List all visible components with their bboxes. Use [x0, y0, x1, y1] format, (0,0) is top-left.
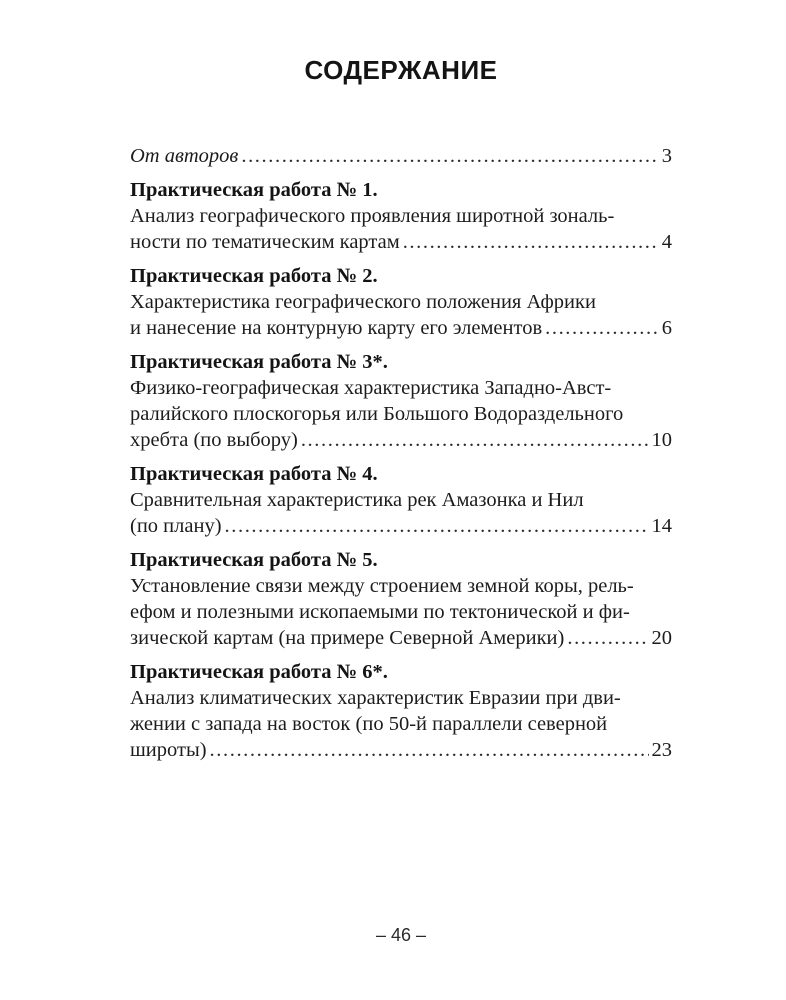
- toc-entry-body: [130, 203, 672, 229]
- dot-leader: [545, 315, 659, 341]
- document-page: [130, 0, 672, 1000]
- toc-entry: [130, 547, 672, 651]
- toc-entry-line-text: От авторов: [130, 145, 239, 167]
- toc-entry-line-text: ности по тематическим картам: [130, 231, 400, 253]
- dot-leader: [301, 427, 649, 453]
- toc-entry-line: Установление связи между строением земной коры, рель-: [130, 575, 634, 597]
- toc-entry-lastline: [130, 315, 672, 341]
- toc-entry-line: Физико-географическая характеристика Западно-Авст-: [130, 377, 612, 399]
- table-of-contents: [130, 143, 672, 763]
- footer-page-number: – 46 –: [375, 925, 427, 945]
- toc-page-number: 23: [651, 739, 672, 761]
- toc-entry-body: [130, 289, 672, 315]
- toc-entry: [130, 461, 672, 539]
- toc-entry-body: [130, 375, 672, 427]
- dot-leader: [210, 737, 649, 763]
- toc-entry-line: Анализ географического проявления широтной зональ-: [130, 205, 615, 227]
- page-title: СОДЕРЖАНИЕ: [304, 55, 498, 85]
- toc-entry-lastline: [130, 625, 672, 651]
- toc-page-number: 14: [651, 515, 672, 537]
- dot-leader: [403, 229, 659, 255]
- dot-leader: [225, 513, 649, 539]
- toc-page-number: 10: [651, 429, 672, 451]
- toc-page-number: 6: [661, 317, 672, 339]
- toc-entry-line: Анализ климатических характеристик Евразии при дви-: [130, 687, 621, 709]
- toc-entry: [130, 263, 672, 341]
- toc-entry-line: Характеристика географического положения Африки: [130, 291, 596, 313]
- toc-entry-lastline: [130, 143, 672, 169]
- toc-entry: [130, 177, 672, 255]
- toc-entry-lastline: [130, 229, 672, 255]
- toc-entry-lastline: [130, 513, 672, 539]
- toc-entry-heading: Практическая работа № 6*.: [130, 661, 388, 683]
- toc-page-number: 20: [651, 627, 672, 649]
- toc-entry: [130, 349, 672, 453]
- toc-entry-line: ефом и полезными ископаемыми по тектонической и фи-: [130, 601, 630, 623]
- toc-entry-line-text: широты): [130, 739, 207, 761]
- toc-page-number: 4: [661, 231, 672, 253]
- toc-entry-body: [130, 573, 672, 625]
- toc-entry-heading: Практическая работа № 4.: [130, 463, 378, 485]
- dot-leader: [241, 143, 658, 169]
- toc-entry-body: [130, 487, 672, 513]
- toc-entry-lastline: [130, 427, 672, 453]
- toc-entry-heading: Практическая работа № 1.: [130, 179, 378, 201]
- toc-entry-line: ралийского плоскогорья или Большого Водораздельного: [130, 403, 624, 425]
- toc-entry: [130, 659, 672, 763]
- toc-entry-heading: Практическая работа № 3*.: [130, 351, 388, 373]
- toc-entry: [130, 143, 672, 169]
- toc-entry-heading: Практическая работа № 5.: [130, 549, 378, 571]
- toc-entry-line-text: зической картам (на примере Северной Америки): [130, 627, 565, 649]
- toc-entry-line-text: хребта (по выбору): [130, 429, 298, 451]
- dot-leader: [567, 625, 648, 651]
- toc-entry-lastline: [130, 737, 672, 763]
- toc-entry-line: Сравнительная характеристика рек Амазонка и Нил: [130, 489, 584, 511]
- toc-entry-line: жении с запада на восток (по 50-й параллели северной: [130, 713, 608, 735]
- toc-entry-line-text: (по плану): [130, 515, 222, 537]
- toc-entry-line-text: и нанесение на контурную карту его элементов: [130, 317, 543, 339]
- toc-entry-heading: Практическая работа № 2.: [130, 265, 378, 287]
- toc-page-number: 3: [661, 145, 672, 167]
- toc-entry-body: [130, 685, 672, 737]
